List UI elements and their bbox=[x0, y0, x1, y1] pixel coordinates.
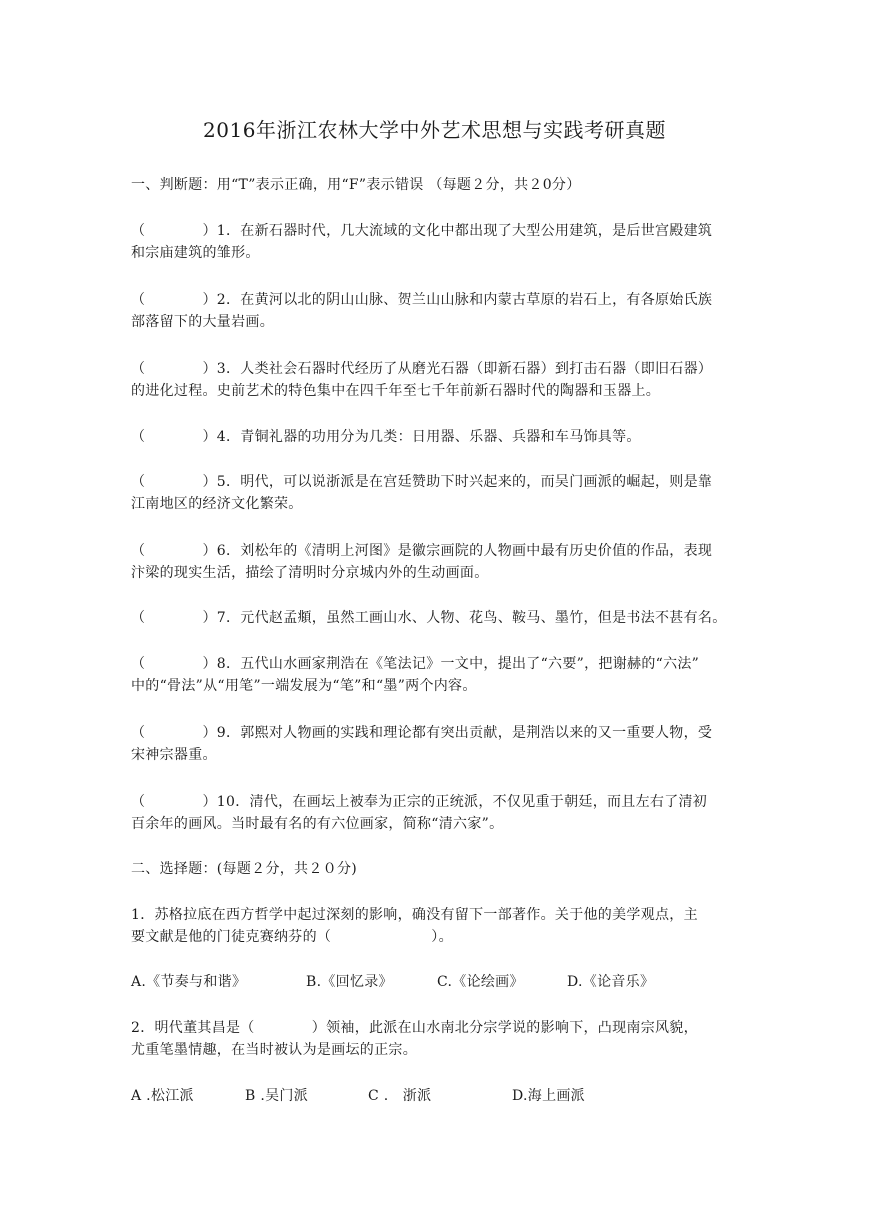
tf-item-10-line2: 百余年的画风。当时最有名的有六位画家，简称“清六家”。 bbox=[131, 816, 504, 832]
tf-item-1-line1: （ ）1．在新石器时代，几大流域的文化中都出现了大型公用建筑，是后世宫殿建筑 bbox=[131, 223, 713, 239]
mc-q2-line1: 2．明代董其昌是（ ）领袖，此派在山水南北分宗学说的影响下，凸现南宗风貌， bbox=[131, 1020, 698, 1036]
tf-item-6-line2: 汴梁的现实生活，描绘了清明时分京城内外的生动画面。 bbox=[131, 565, 489, 581]
tf-item-8-line1: （ ）8．五代山水画家荆浩在《笔法记》一文中，提出了“六要”，把谢赫的“六法” bbox=[131, 656, 700, 672]
tf-item-5-line2: 江南地区的经济文化繁荣。 bbox=[131, 496, 303, 512]
document-title: 2016年浙江农林大学中外艺术思想与实践考研真题 bbox=[203, 118, 666, 142]
mc-q2-option-a: A .松江派 bbox=[131, 1088, 194, 1104]
tf-item-9-line1: （ ）9．郭熙对人物画的实践和理论都有突出贡献，是荆浩以来的又一重要人物，受 bbox=[131, 725, 713, 741]
mc-q1-line1: 1．苏格拉底在西方哲学中起过深刻的影响，确没有留下一部著作。关于他的美学观点，主 bbox=[131, 907, 698, 923]
mc-q1-option-c: C.《论绘画》 bbox=[437, 974, 524, 990]
mc-q2-option-c: C . 浙派 bbox=[368, 1088, 432, 1104]
mc-q2-line2: 尤重笔墨情趣，在当时被认为是画坛的正宗。 bbox=[131, 1042, 417, 1058]
tf-item-1-line2: 和宗庙建筑的雏形。 bbox=[131, 245, 260, 261]
tf-item-2-line1: （ ）2．在黄河以北的阴山山脉、贺兰山山脉和内蒙古草原的岩石上，有各原始氏族 bbox=[131, 292, 713, 308]
section1-heading: 一、判断题：用“T”表示正确，用“F”表示错误 （每题２分，共２0分） bbox=[131, 177, 581, 193]
mc-q1-option-a: A.《节奏与和谐》 bbox=[131, 974, 247, 990]
section2-heading: 二、选择题：(每题２分，共２０分) bbox=[131, 861, 358, 877]
tf-item-6-line1: （ ）6．刘松年的《清明上河图》是徽宗画院的人物画中最有历史价值的作品，表现 bbox=[131, 543, 713, 559]
tf-item-8-line2: 中的“骨法”从“用笔”一端发展为“笔”和“墨”两个内容。 bbox=[131, 678, 477, 694]
mc-q2-option-d: D.海上画派 bbox=[512, 1088, 585, 1104]
mc-q1-option-b: B.《回忆录》 bbox=[306, 974, 393, 990]
tf-item-2-line2: 部落留下的大量岩画。 bbox=[131, 314, 274, 330]
mc-q2-option-b: B .吴门派 bbox=[245, 1088, 308, 1104]
tf-item-7-line1: （ ）7．元代赵孟頫，虽然工画山水、人物、花鸟、鞍马、墨竹，但是书法不甚有名。 bbox=[131, 610, 727, 626]
tf-item-3-line2: 的进化过程。史前艺术的特色集中在四千年至七千年前新石器时代的陶器和玉器上。 bbox=[131, 383, 661, 399]
mc-q1-line2: 要文献是他的门徒克赛纳芬的（ ）。 bbox=[131, 929, 453, 945]
tf-item-9-line2: 宋神宗器重。 bbox=[131, 747, 217, 763]
tf-item-10-line1: （ ）10．清代，在画坛上被奉为正宗的正统派，不仅见重于朝廷，而且左右了清初 bbox=[131, 794, 708, 810]
mc-q1-option-d: D.《论音乐》 bbox=[567, 974, 655, 990]
tf-item-3-line1: （ ）3．人类社会石器时代经历了从磨光石器（即新石器）到打击石器（即旧石器） bbox=[131, 361, 713, 377]
tf-item-5-line1: （ ）5．明代，可以说浙派是在宫廷赞助下时兴起来的，而吴门画派的崛起，则是靠 bbox=[131, 474, 713, 490]
tf-item-4-line1: （ ）4．青铜礼器的功用分为几类：日用器、乐器、兵器和车马饰具等。 bbox=[131, 429, 641, 445]
